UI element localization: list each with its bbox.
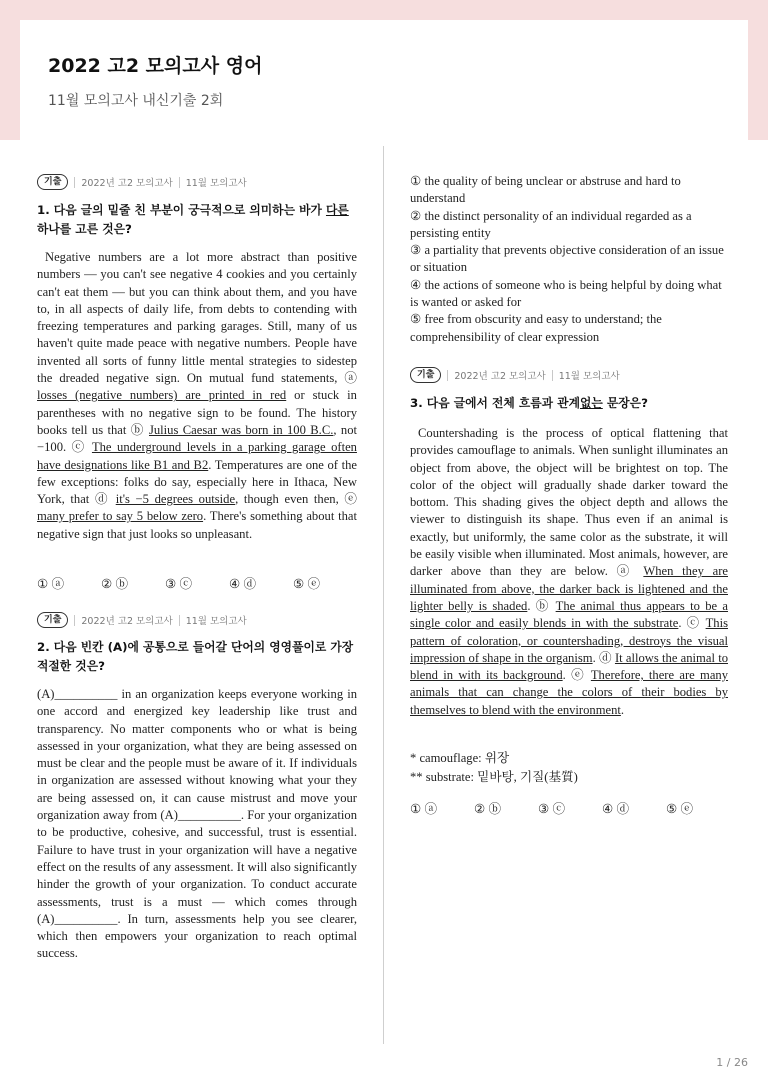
tag-separator [74, 615, 75, 626]
question-source-tag [37, 612, 247, 628]
passage-text: , though even then, ⓔ [235, 492, 357, 507]
passage-text: . Temperatures are one of the few exceptions: folks do say, especially here in Ithaca, New York, that ⓓ [37, 457, 357, 507]
option-3[interactable]: ③ a partiality that prevents objective consideration of an issue or situation [410, 243, 724, 275]
underlined-d: It allows the animal to blend in with its background [410, 650, 728, 683]
title-text: 3. 다음 글에서 전체 흐름과 관계 [410, 396, 580, 410]
question-source-tag [37, 174, 247, 190]
page-title: 2022 고2 모의고사 영어 [48, 55, 263, 77]
choice-3[interactable]: ③ ⓒ [538, 802, 566, 816]
option-4[interactable]: ④ the actions of someone who is being helpful by doing what is wanted or asked for [410, 277, 722, 310]
source-badge: 기출 [37, 612, 68, 628]
passage-text: or stuck in parentheses with no negative sign to be found. The history books tell us that ⓑ [37, 388, 357, 437]
question-3-title [410, 394, 728, 413]
question-3-passage [410, 425, 728, 719]
source-badge: 기출 [37, 174, 68, 190]
underlined-e: many prefer to say 5 below zero [37, 509, 204, 524]
title-emphasis: 다른 [325, 203, 349, 217]
passage-text: . ⓓ [592, 650, 615, 665]
source-year: 2022년 고2 모의고사 [454, 371, 546, 382]
question-2-passage: (A)__________ in an organization keeps everyone working in one accord and energized key leadership like trust and transparency. No matter components who or what is being assessed in your organization, what they are being assessed on must be clear and the people must be aware of it. If individuals in organization are assessed without knowing what your they are being assessed on, it can cause mistrust and move your organization away from (A)__________. For your organization to be productive, cohesive, and successful, trust is essential. Failure to have trust in your organization will have a negative effect on the results of any assessment. It will also significantly hinder the growth of your organization. To conduct accurate assessments, trust is a must — which comes through (A)__________. In turn, assessments help you see clearer, which then empowers your organization to reach optimal success. [37, 687, 357, 961]
source-month: 11월 모의고사 [185, 616, 247, 627]
passage-text: Countershading is the process of optical flattening that provides camouflage to animals. When sunlight illuminates an object from above, the object will be brightest on top. The color of the object will gradually shade darker toward the bottom. This shading gives the object depth and allows the viewer to distinguish its shape. Thus even if an animal is exactly, but uniformly, the same color as the substrate, it will be easily visible when illuminated. Most animals, however, are darker above than they are below. ⓐ [410, 426, 728, 579]
question-3-notes [410, 749, 728, 787]
tag-separator [179, 177, 180, 188]
underlined-d: it's −5 degrees outside [115, 492, 236, 507]
underlined-a: losses (negative numbers) are printed in red [37, 388, 287, 403]
page-number: 1 / 26 [716, 1056, 748, 1069]
title-text: 1. 다음 글의 밑줄 친 부분이 궁극적으로 의미하는 바가 [37, 203, 326, 217]
question-source-tag [410, 367, 620, 383]
underlined-c: The underground levels in a parking garage often have designations like B1 and B2 [37, 440, 357, 472]
source-year: 2022년 고2 모의고사 [81, 616, 173, 627]
question-2-options [410, 173, 728, 346]
underlined-c: This pattern of coloration, or countershading, destroys the visual impression of shape in the organism [410, 616, 728, 665]
question-3-choices [410, 798, 730, 817]
passage-text: . ⓔ [562, 668, 591, 683]
column-divider [383, 146, 384, 1044]
tag-separator [447, 370, 448, 381]
page-subtitle: 11월 모의고사 내신기출 2회 [48, 93, 224, 109]
tag-separator [552, 370, 553, 381]
option-2[interactable]: ② the distinct personality of an individual regarded as a persisting entity [410, 208, 692, 240]
passage-text: . [620, 702, 625, 717]
tag-separator [74, 177, 75, 188]
passage-text: . ⓑ [527, 598, 556, 613]
footnote-1: * camouflage: 위장 [410, 751, 510, 765]
footnote-2: ** substrate: 밑바탕, 기질(基質) [410, 770, 578, 784]
title-text: 문장은? [602, 396, 648, 410]
header-card [20, 20, 748, 140]
question-1-choices [37, 573, 357, 592]
choice-1[interactable]: ① ⓐ [410, 802, 438, 816]
option-1[interactable]: ① the quality of being unclear or abstruse and hard to understand [410, 174, 681, 206]
choice-5[interactable]: ⑤ ⓔ [293, 577, 321, 591]
choice-3[interactable]: ③ ⓒ [165, 577, 193, 591]
underlined-e: Therefore, there are many animals that can change the colors of their bodies by themselves to blend with the environment [410, 668, 729, 717]
passage-text: . ⓒ [678, 616, 706, 631]
passage-text: , not −100. ⓒ [37, 422, 357, 455]
question-1-title [37, 201, 357, 239]
title-emphasis: 없는 [579, 396, 603, 410]
passage-text: Negative numbers are a lot more abstract than positive numbers — you can't see negative 4 cookies and you certainly can't eat them — but you can think about them, and you have to, in all aspects of daily life, from debts to contending with freezing temperatures and parking garages. Still, many of us haven't quite made peace with negative numbers. People have invented all sorts of funny little mental strategies to sidestep the dreaded negative sign. On mutual fund statements, ⓐ [37, 250, 357, 386]
source-month: 11월 모의고사 [558, 371, 620, 382]
question-2-title: 2. 다음 빈칸 (A)에 공통으로 들어갈 단어의 영영풀이로 가장 적절한 것은? [37, 640, 354, 673]
choice-2[interactable]: ② ⓑ [474, 802, 502, 816]
choice-2[interactable]: ② ⓑ [101, 577, 129, 591]
underlined-a: When they are illuminated from above, the darker back is lightened and the lighter belly is shaded [410, 564, 728, 613]
underlined-b: The animal thus appears to be a single color and easily blends in with the substrate [410, 598, 729, 631]
choice-5[interactable]: ⑤ ⓔ [666, 802, 694, 816]
source-year: 2022년 고2 모의고사 [81, 178, 173, 189]
choice-1[interactable]: ① ⓐ [37, 577, 65, 591]
question-1-passage [37, 249, 357, 543]
title-text: 하나를 고른 것은? [37, 222, 132, 236]
source-month: 11월 모의고사 [185, 178, 247, 189]
choice-4[interactable]: ④ ⓓ [602, 802, 630, 816]
choice-4[interactable]: ④ ⓓ [229, 577, 257, 591]
tag-separator [179, 615, 180, 626]
source-badge: 기출 [410, 367, 441, 383]
option-5[interactable]: ⑤ free from obscurity and easy to understand; the comprehensibility of clear expression [410, 312, 662, 344]
underlined-b: Julius Caesar was born in 100 B.C. [148, 422, 334, 437]
passage-text: . There's something about that negative sign that just looks so unpleasant. [37, 509, 357, 541]
